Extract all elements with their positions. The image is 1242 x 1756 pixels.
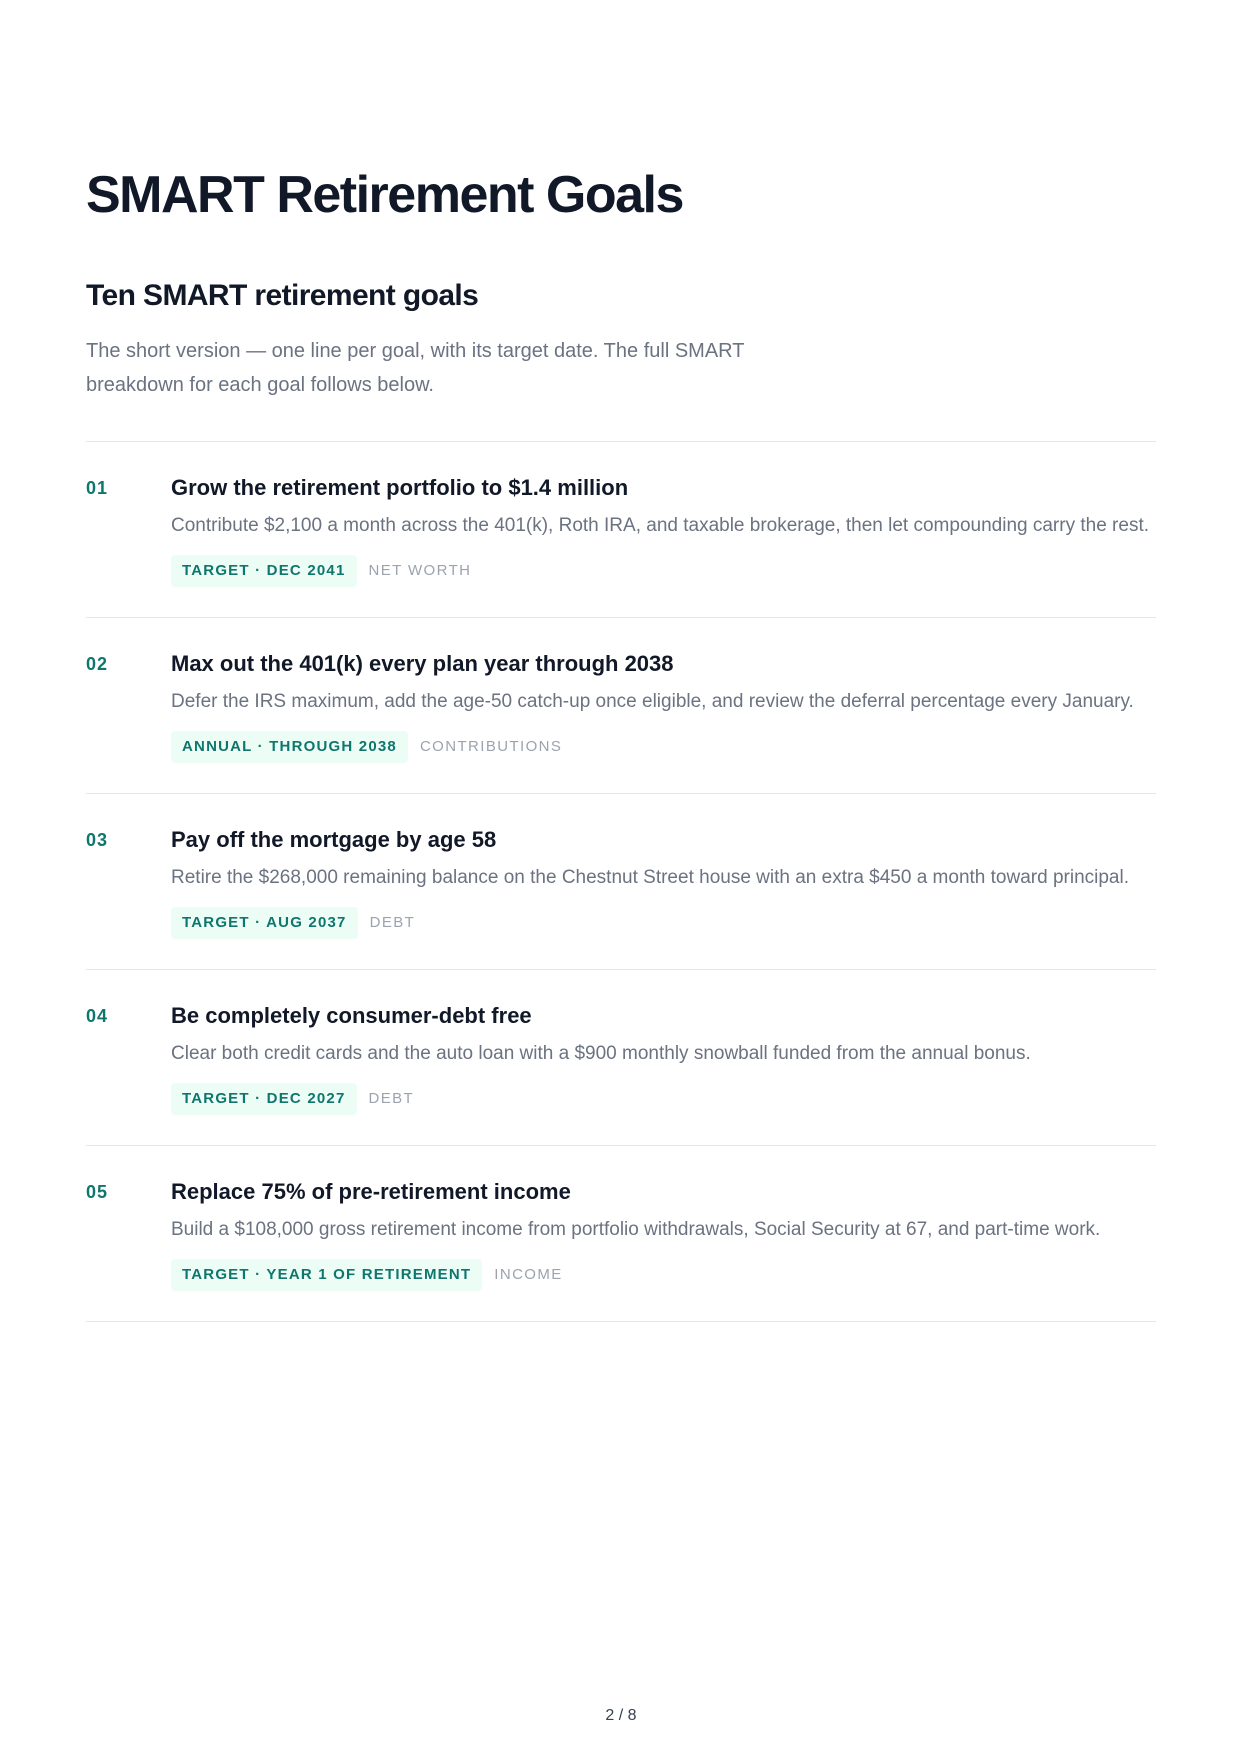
goal-item (86, 1146, 1156, 1322)
goal-description: Contribute $2,100 a month across the 401(k), Roth IRA, and taxable brokerage, then let compounding carry the rest. (171, 515, 1149, 536)
goal-tags (171, 1083, 1156, 1115)
goal-tags (171, 731, 1156, 763)
category-label: DEBT (369, 914, 416, 931)
goal-number: 05 (86, 1182, 109, 1202)
target-badge: TARGET · DEC 2027 (171, 1083, 357, 1115)
goal-number: 03 (86, 830, 109, 850)
page-number: 2 / 8 (605, 1707, 637, 1724)
intro-paragraph: The short version — one line per goal, with its target date. The full SMART breakdown for each goal follows below. (86, 340, 745, 396)
goal-tags (171, 1259, 1156, 1291)
target-badge: TARGET · AUG 2037 (171, 907, 358, 939)
target-badge: ANNUAL · THROUGH 2038 (171, 731, 408, 763)
category-label: INCOME (494, 1266, 563, 1283)
goal-number: 01 (86, 478, 109, 498)
goal-item (86, 794, 1156, 970)
goal-item (86, 970, 1156, 1146)
goal-title: Grow the retirement portfolio to $1.4 million (171, 475, 629, 500)
goal-title: Max out the 401(k) every plan year through 2038 (171, 651, 674, 676)
category-label: CONTRIBUTIONS (419, 738, 563, 755)
category-label: NET WORTH (368, 562, 472, 579)
goal-title: Be completely consumer-debt free (171, 1003, 532, 1028)
goal-description: Clear both credit cards and the auto loan with a $900 monthly snowball funded from the annual bonus. (171, 1043, 1031, 1064)
goal-list (86, 441, 1156, 1322)
category-label: DEBT (368, 1090, 415, 1107)
page-title: SMART Retirement Goals (86, 166, 683, 224)
section-title: Ten SMART retirement goals (86, 279, 479, 312)
goal-number: 04 (86, 1006, 109, 1026)
goal-description: Retire the $268,000 remaining balance on the Chestnut Street house with an extra $450 a month toward principal. (171, 867, 1129, 888)
target-badge: TARGET · YEAR 1 OF RETIREMENT (171, 1259, 482, 1291)
goal-title: Replace 75% of pre-retirement income (171, 1179, 571, 1204)
goal-description: Defer the IRS maximum, add the age-50 catch-up once eligible, and review the deferral percentage every January. (171, 691, 1134, 712)
goal-tags (171, 907, 1156, 939)
goal-title: Pay off the mortgage by age 58 (171, 827, 497, 852)
goal-tags (171, 555, 1156, 587)
goal-description: Build a $108,000 gross retirement income from portfolio withdrawals, Social Security at 67, and part-time work. (171, 1219, 1101, 1240)
goal-item (86, 442, 1156, 618)
target-badge: TARGET · DEC 2041 (171, 555, 357, 587)
goal-item (86, 618, 1156, 794)
goal-number: 02 (86, 654, 109, 674)
